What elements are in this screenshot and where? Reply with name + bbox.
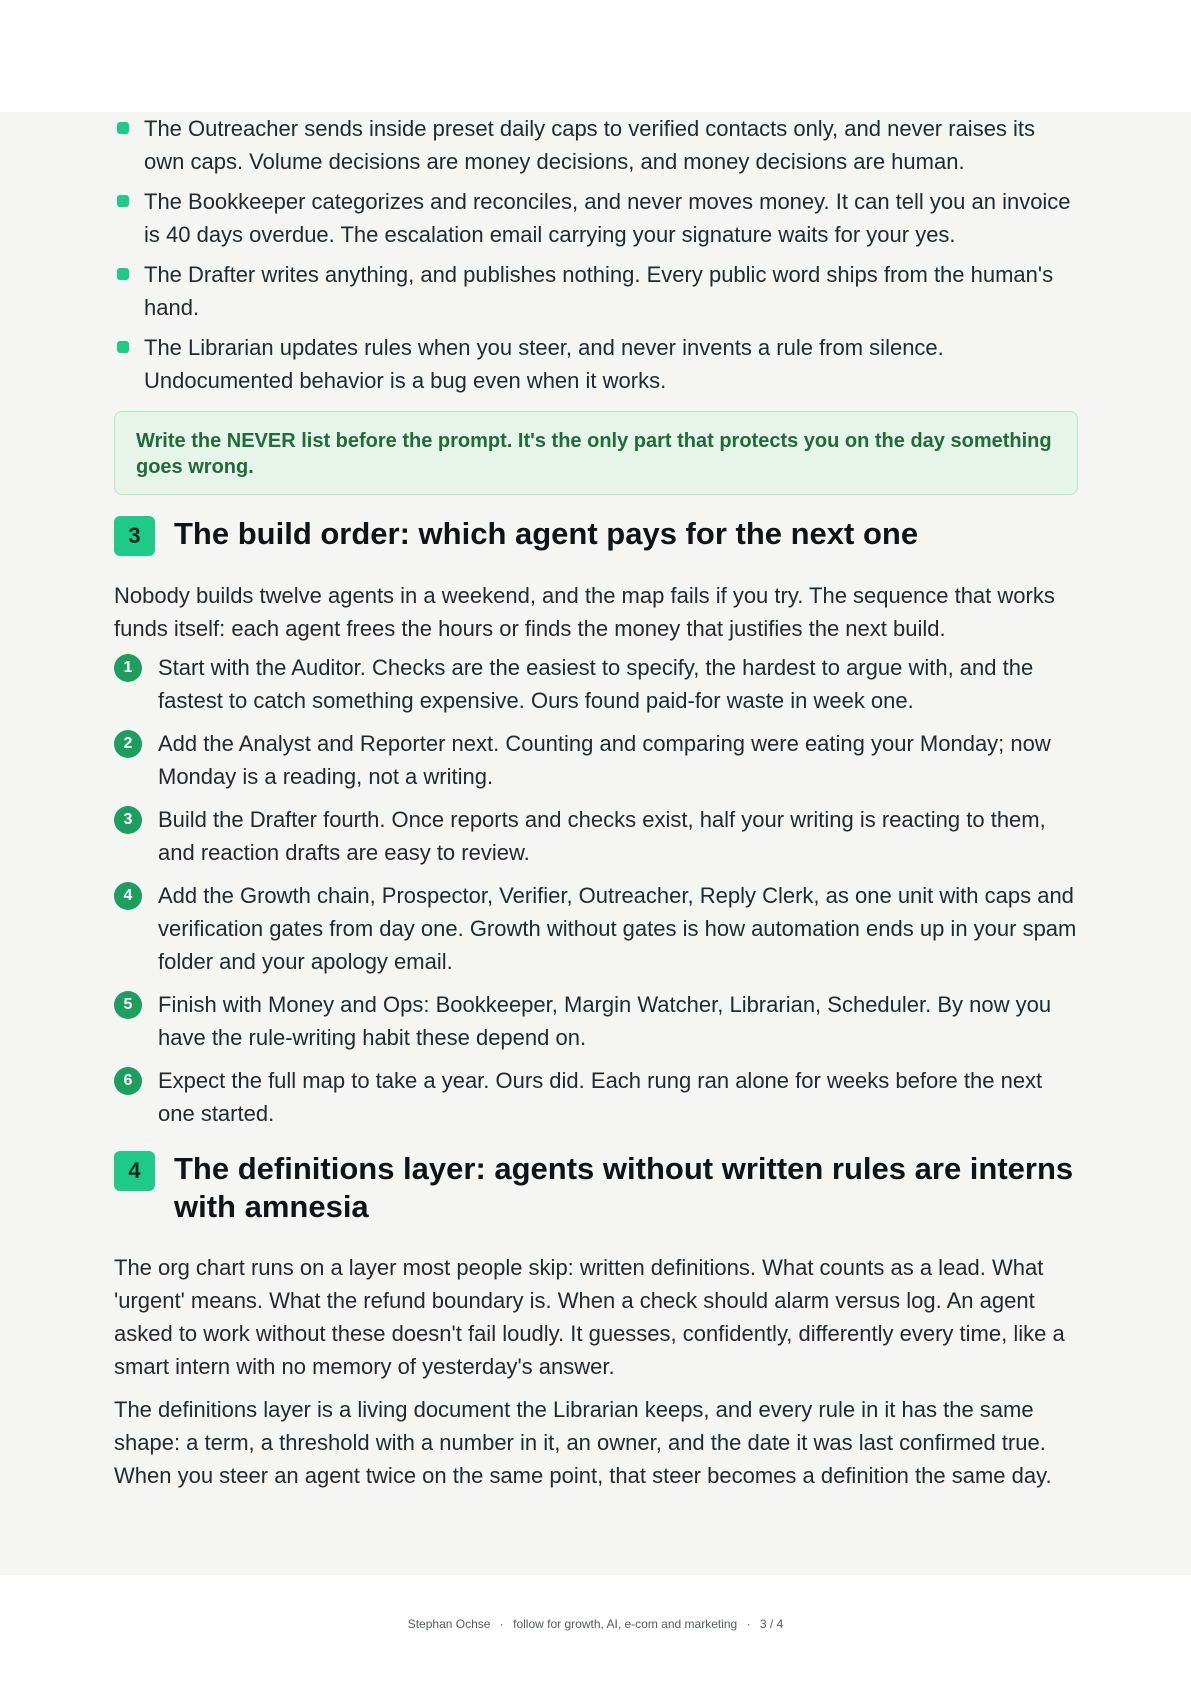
bullet-square-icon (117, 268, 129, 280)
build-order-list (114, 651, 1078, 1130)
page-number: 3 / 4 (759, 1617, 784, 1631)
section-number-badge: 4 (114, 1151, 155, 1191)
step-number-badge: 4 (114, 882, 142, 910)
bullet-square-icon (117, 122, 129, 134)
list-item (114, 1064, 1078, 1130)
list-item (114, 112, 1078, 178)
step-text: Add the Growth chain, Prospector, Verifier, Outreacher, Reply Clerk, as one unit with caps and verification gates from day one. Growth without gates is how automation ends up in your spam folder and your apology email. (158, 882, 1077, 974)
step-text: Build the Drafter fourth. Once reports and checks exist, half your writing is reacting to them, and reaction drafts are easy to review. (158, 806, 1046, 865)
step-number-badge: 1 (114, 654, 142, 682)
list-item (114, 185, 1078, 251)
bullet-text: The Outreacher sends inside preset daily caps to verified contacts only, and never raises its own caps. Volume decisions are money decisions, and money decisions are human. (144, 116, 1036, 174)
bullet-text: The Bookkeeper categorizes and reconciles, and never moves money. It can tell you an invoice is 40 days overdue. The escalation email carrying your signature waits for your yes. (144, 189, 1071, 247)
step-text: Expect the full map to take a year. Ours did. Each rung ran alone for weeks before the next one started. (158, 1067, 1043, 1126)
list-item (114, 727, 1078, 793)
list-item (114, 803, 1078, 869)
section-4-paragraph-1: The org chart runs on a layer most people skip: written definitions. What counts as a lead. What 'urgent' means. What the refund boundary is. When a check should alarm versus log. An agent asked to work without these doesn't fail loudly. It guesses, confidently, differently every time, like a smart intern with no memory of yesterday's answer. (114, 1255, 1065, 1380)
step-text: Add the Analyst and Reporter next. Counting and comparing were eating your Monday; now Monday is a reading, not a writing. (158, 730, 1051, 789)
step-text: Start with the Auditor. Checks are the easiest to specify, the hardest to argue with, and the fastest to catch something expensive. Ours found paid-for waste in week one. (158, 654, 1034, 713)
step-number-badge: 2 (114, 730, 142, 758)
bullet-text: The Librarian updates rules when you steer, and never invents a rule from silence. Undocumented behavior is a bug even when it works. (144, 335, 944, 393)
page-content (114, 112, 1078, 1492)
section-title: The definitions layer: agents without written rules are interns with amnesia (174, 1150, 1074, 1224)
page-footer (0, 1617, 1191, 1631)
footer-separator: · (499, 1617, 504, 1631)
section-4-paragraph-2: The definitions layer is a living document the Librarian keeps, and every rule in it has the same shape: a term, a threshold with a number in it, an owner, and the date it was last confirmed true. When you steer an agent twice on the same point, that steer becomes a definition the same day. (114, 1397, 1052, 1489)
bullet-square-icon (117, 341, 129, 353)
callout-text: Write the NEVER list before the prompt. It's the only part that protects you on the day something goes wrong. (136, 430, 1052, 478)
step-text: Finish with Money and Ops: Bookkeeper, Margin Watcher, Librarian, Scheduler. By now you have the rule-writing habit these depend on. (158, 991, 1052, 1050)
step-number-badge: 6 (114, 1067, 142, 1095)
section-3-intro: Nobody builds twelve agents in a weekend, and the map fails if you try. The sequence that works funds itself: each agent frees the hours or finds the money that justifies the next build. (114, 582, 1055, 641)
step-number-badge: 3 (114, 806, 142, 834)
section-title: The build order: which agent pays for the next one (174, 516, 919, 551)
section-3-heading (114, 515, 1078, 553)
list-item (114, 651, 1078, 717)
list-item (114, 258, 1078, 324)
section-number-badge: 3 (114, 516, 155, 556)
footer-separator: · (746, 1617, 751, 1631)
bullet-text: The Drafter writes anything, and publishes nothing. Every public word ships from the human's hand. (144, 262, 1054, 320)
footer-tagline: follow for growth, AI, e-com and marketing (513, 1617, 738, 1631)
bullet-square-icon (117, 195, 129, 207)
footer-author: Stephan Ochse (407, 1617, 491, 1631)
list-item (114, 879, 1078, 978)
list-item (114, 331, 1078, 397)
list-item (114, 988, 1078, 1054)
never-rules-list (114, 112, 1078, 397)
callout-box (114, 411, 1078, 495)
step-number-badge: 5 (114, 991, 142, 1019)
section-4-heading (114, 1150, 1078, 1226)
